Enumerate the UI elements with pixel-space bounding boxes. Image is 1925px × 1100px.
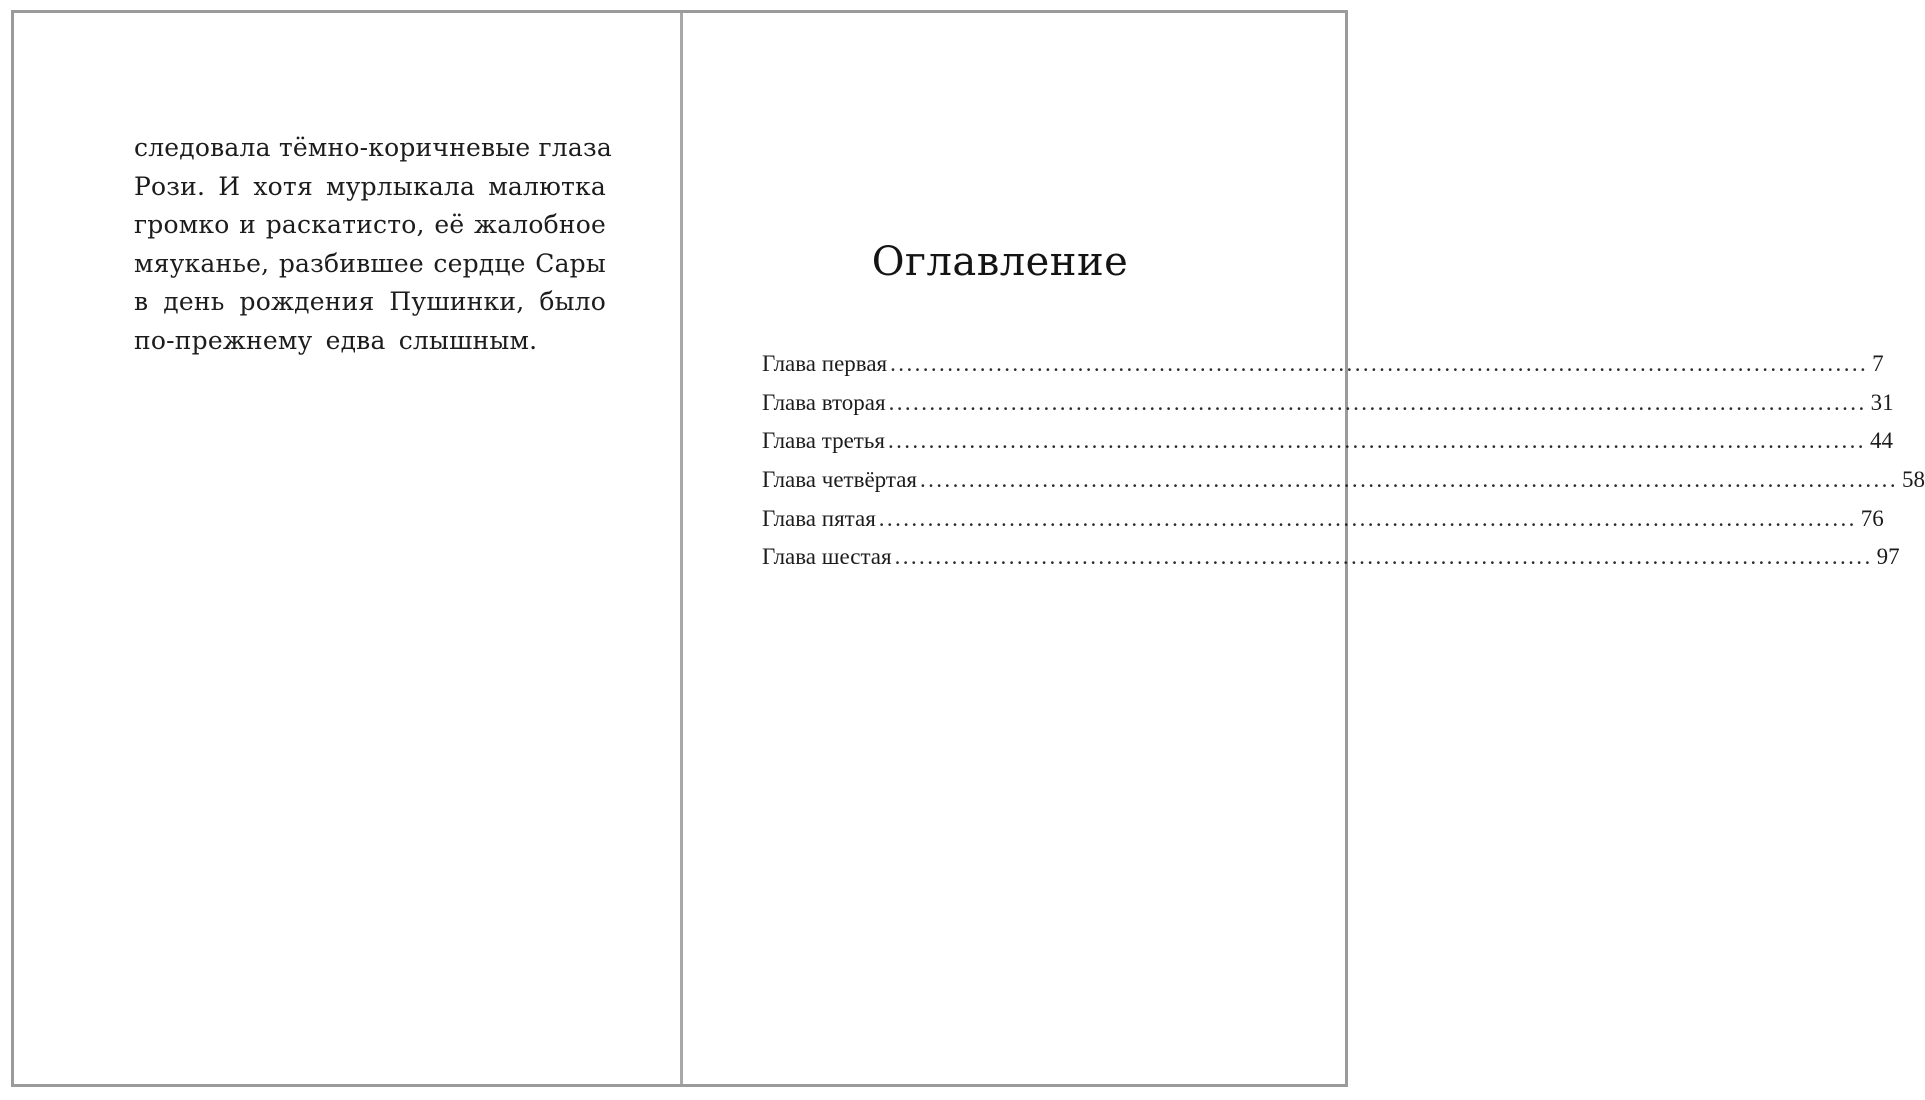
text-line: по-прежнему едва слышным. (134, 325, 538, 355)
text-line: Рози. И хотя мурлыкала малютка (134, 171, 606, 201)
toc-entry[interactable] (762, 461, 1925, 500)
toc-entry-label: Глава пятая (762, 505, 876, 531)
text-line: мяуканье, разбившее сердце Сары (134, 248, 606, 278)
table-of-contents (762, 345, 1925, 577)
toc-entry-page: 31 (1870, 389, 1894, 415)
toc-leader-dots: ........................................................................................................................ (888, 389, 1867, 415)
toc-entry[interactable] (762, 422, 1893, 461)
toc-entry-label: Глава первая (762, 351, 888, 376)
text-line: следовала тёмно-коричневые глаза (134, 133, 612, 162)
story-text (134, 129, 612, 361)
toc-entry-page: 76 (1860, 505, 1884, 531)
toc-entry-page: 97 (1876, 544, 1900, 570)
toc-leader-dots: ........................................................................................................................ (894, 544, 1873, 570)
toc-leader-dots: ........................................................................................................................ (878, 505, 1857, 531)
left-page (14, 13, 680, 1084)
toc-entry-label: Глава шестая (762, 544, 892, 570)
toc-title: Оглавление (871, 239, 1129, 285)
toc-leader-dots: ........................................................................................................................ (887, 428, 1866, 454)
toc-entry-label: Глава четвёртая (762, 467, 917, 493)
toc-entry-label: Глава третья (762, 428, 885, 454)
text-line: в день рождения Пушинки, было (134, 287, 606, 317)
text-line: громко и раскатисто, её жалобное (134, 210, 606, 240)
toc-entry-page: 58 (1901, 467, 1925, 493)
toc-entry-page: 44 (1869, 428, 1893, 454)
toc-entry-page: 7 (1872, 351, 1884, 376)
right-page (683, 13, 1925, 1084)
toc-entry[interactable] (762, 384, 1894, 423)
toc-entry[interactable] (762, 500, 1884, 539)
toc-leader-dots: ........................................................................................................................ (890, 351, 1869, 376)
toc-entry[interactable] (762, 345, 1884, 384)
toc-entry[interactable] (762, 538, 1900, 577)
toc-leader-dots: ........................................................................................................................ (919, 467, 1898, 493)
book-spread (11, 10, 1925, 1087)
toc-entry-label: Глава вторая (762, 389, 886, 415)
